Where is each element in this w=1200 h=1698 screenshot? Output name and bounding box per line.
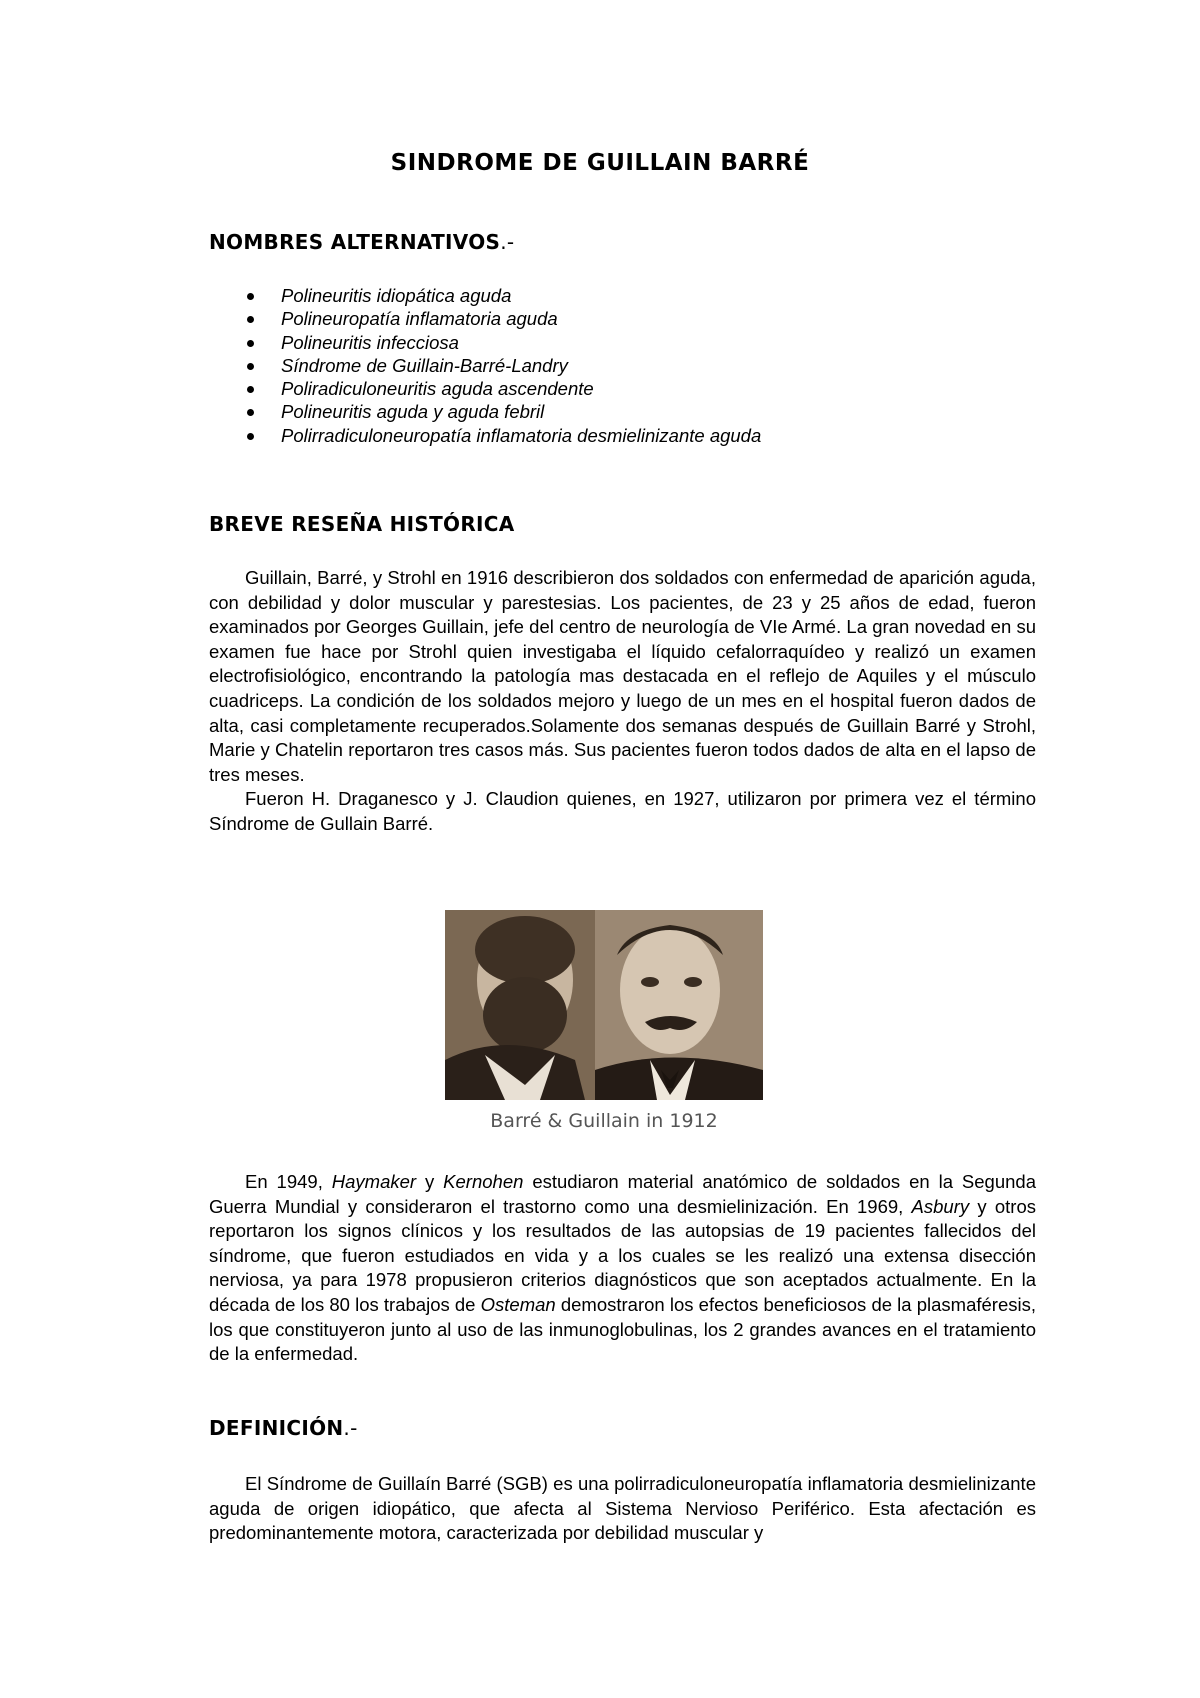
author-name: Asbury — [911, 1195, 970, 1217]
heading-text: DEFINICIÓN — [209, 1416, 344, 1440]
list-item: Polirradiculoneuropatía inflamatoria desmielinizante aguda — [209, 424, 1029, 447]
list-item: Polineuritis infecciosa — [209, 331, 1029, 354]
alternative-names-list — [209, 284, 1029, 447]
text-run: y otros reportaron los signos clínicos y los resultados de las autopsias de 19 pacientes fallecidos del síndrome, que fueron estudiados en vida y a los cuales se les realizó una extensa disección nerviosa, ya para 1978 propusieron criterios diagnósticos que son aceptados actualmente. En la década de los 80 los trabajos de — [209, 1195, 1036, 1315]
list-item: Polineuritis aguda y aguda febril — [209, 400, 1029, 423]
list-item: Polineuritis idiopática aguda — [209, 284, 1029, 307]
author-name: Osteman — [480, 1293, 556, 1315]
heading-nombres-alternativos — [209, 230, 514, 254]
text-run: En 1949, — [245, 1171, 332, 1192]
text-run: demostraron los efectos beneficiosos de la plasmaféresis, los que constituyeron junto al uso de las inmunoglobulinas, los 2 grandes avances en el tratamiento de la enfermedad. — [209, 1293, 1036, 1365]
author-name: Kernohen — [443, 1171, 524, 1192]
portrait-illustration — [445, 910, 763, 1100]
history-paragraph-1: Guillain, Barré, y Strohl en 1916 describieron dos soldados con enfermedad de aparición aguda, con debilidad y dolor muscular y parestesias. Los pacientes, de 23 y 25 años de edad, fueron examinados por Georges Guillain, jefe del centro de neurología de VIe Armé. La gran novedad en su examen fue hace por Strohl quien investigaba el líquido cefalorraquídeo y realizó un examen electrofisiológico, encontrando la patología mas destacada en el reflejo de Aquiles y el músculo cuadriceps. La condición de los soldados mejoro y luego de un mes en el hospital fueron dados de alta, casi completamente recuperados.Solamente dos semanas después de Guillain Barré y Strohl, Marie y Chatelin reportaron tres casos más. Sus pacientes fueron todos dados de alta en el lapso de tres meses. — [209, 567, 1036, 785]
list-item: Polineuropatía inflamatoria aguda — [209, 307, 1029, 330]
heading-text: NOMBRES ALTERNATIVOS — [209, 230, 501, 254]
document-title: SINDROME DE GUILLAIN BARRÉ — [390, 150, 810, 176]
author-name: Haymaker — [331, 1171, 417, 1192]
text-run: y — [416, 1171, 444, 1192]
definition-paragraph — [209, 1472, 1036, 1546]
heading-definicion — [209, 1416, 358, 1440]
definition-text: El Síndrome de Guillaín Barré (SGB) es una polirradiculoneuropatía inflamatoria desmielinizante aguda de origen idiopático, que afecta al Sistema Nervioso Periférico. Esta afectación es predominantemente motora, caracterizada por debilidad muscular y — [209, 1473, 1036, 1544]
list-item: Síndrome de Guillain-Barré-Landry — [209, 354, 1029, 377]
list-item: Poliradiculoneuritis aguda ascendente — [209, 377, 1029, 400]
heading-suffix: .- — [343, 1416, 358, 1440]
heading-historia: BREVE RESEÑA HISTÓRICA — [209, 512, 515, 536]
text-run: estudiaron material anatómico de soldados en la Segunda Guerra Mundial y consideraron el trastorno como una desmielinización. En 1969, — [209, 1171, 1036, 1217]
heading-suffix: .- — [500, 230, 515, 254]
history-paragraph-3 — [209, 1170, 1036, 1367]
history-paragraphs — [209, 566, 1036, 837]
photo-caption: Barré & Guillain in 1912 — [490, 1110, 718, 1132]
history-paragraph-2: Fueron H. Draganesco y J. Claudion quienes, en 1927, utilizaron por primera vez el término Síndrome de Gullain Barré. — [209, 788, 1036, 834]
historical-photo — [445, 910, 763, 1100]
